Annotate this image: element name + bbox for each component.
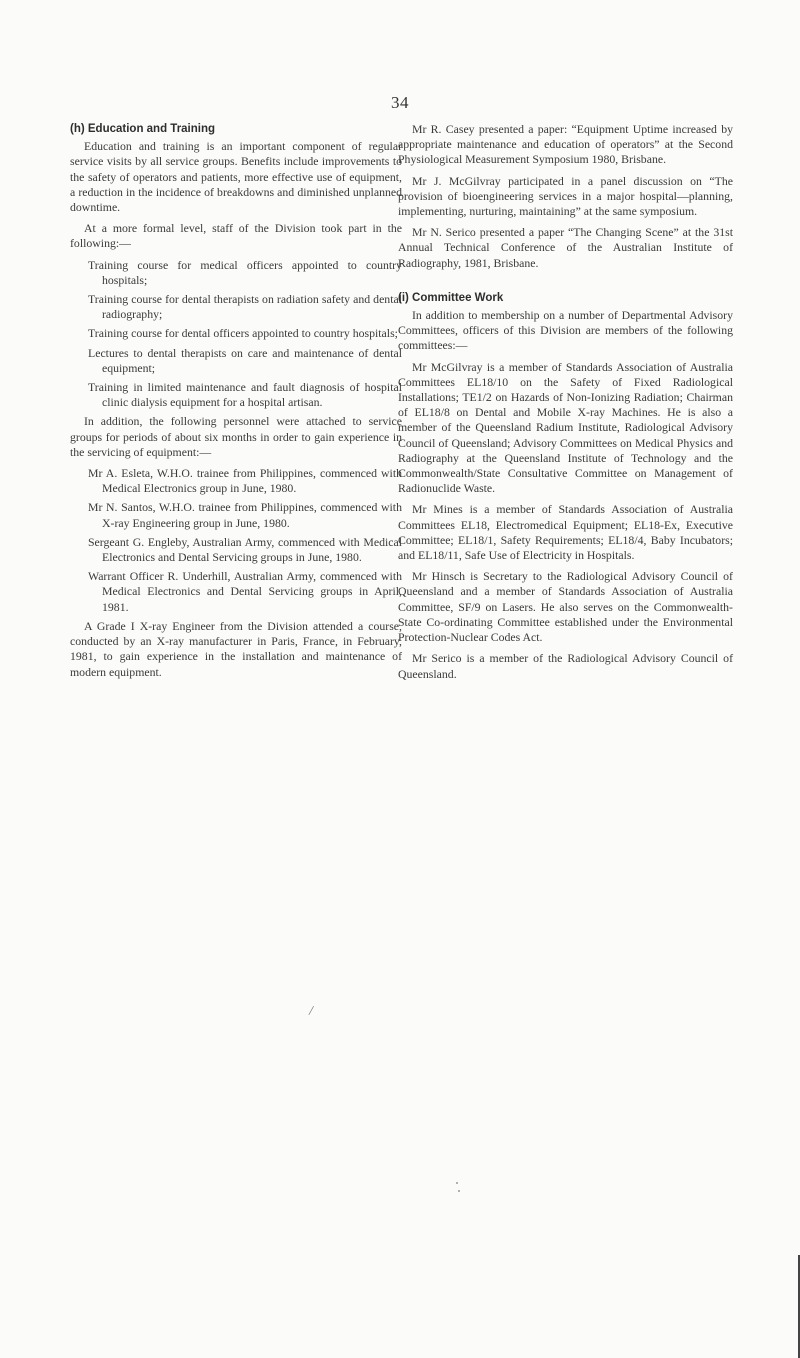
page-number: 34 (391, 93, 409, 112)
paragraph: Mr Hinsch is Secretary to the Radiological Advisory Council of Queensland and a member of Standards Association of Australia Committee, SF/9 on Lasers. He also serves on the Commonwealth-State Co-ordinating Committee established under the Environmental Protection-Nuclear Codes Act. (398, 569, 733, 645)
paragraph: At a more formal level, staff of the Division took part in the following:— (70, 221, 402, 251)
paragraph: In addition, the following personnel were attached to service groups for periods of about six months in order to gain experience in the servicing of equipment:— (70, 414, 402, 459)
list-item-personnel: Mr A. Esleta, W.H.O. trainee from Philippines, commenced with Medical Electronics group in June, 1980. (88, 466, 402, 496)
scan-speck (458, 1190, 460, 1192)
list-item-course: Training course for dental officers appointed to country hospitals; (88, 326, 398, 341)
paragraph: Mr R. Casey presented a paper: “Equipment Uptime increased by appropriate maintenance and education of operators” at the Second Physiological Measurement Symposium 1980, Brisbane. (398, 122, 733, 167)
list-item-course: Training course for medical officers appointed to country hospitals; (88, 257, 402, 287)
paragraph: A Grade I X-ray Engineer from the Division attended a course, conducted by an X-ray manufacturer in Paris, France, in February, 1981, to gain experience in the installation and maintenance of modern equipment. (70, 618, 402, 679)
left-column (70, 122, 402, 686)
paragraph: Mr N. Serico presented a paper “The Changing Scene” at the 31st Annual Technical Conference of the Australian Institute of Radiography, 1981, Brisbane. (398, 225, 733, 270)
paragraph: Mr Mines is a member of Standards Association of Australia Committees EL18, Electromedical Equipment; EL18-Ex, Executive Committee; EL18/1, Safety Requirements; EL18/4, Baby Incubators; and EL18/11, Safe Use of Electricity in Hospitals. (398, 502, 733, 563)
spacer (398, 277, 733, 291)
paragraph: Mr McGilvray is a member of Standards Association of Australia Committees EL18/10 on the Safety of Fixed Radiological Installations; TE1/2 on Hazards of Non-Ionizing Radiation; Chairman of EL18/8 on Dental and Mobile X-ray Machines. He is also a member of the Queensland Radium Institute, Radiological Advisory Council of Queensland; Advisory Committees on Medical Physics and Radiography at the Queensland Institute of Technology and the Commonwealth/State Consultative Committee on Management of Radionuclide Waste. (398, 359, 733, 496)
paragraph: Education and training is an important component of regular service visits by all service groups. Benefits include improvements to the safety of operators and patients, more effective use of equipment, a reduction in the incidence of breakdowns and diminished unplanned downtime. (70, 139, 402, 215)
list-item-course: Training in limited maintenance and fault diagnosis of hospital clinic dialysis equipment for a hospital artisan. (88, 380, 402, 410)
stray-pen-mark: / (307, 1003, 315, 1020)
list-item-course: Training course for dental therapists on radiation safety and dental radiography; (88, 292, 402, 322)
right-column (398, 122, 733, 688)
list-item-personnel: Warrant Officer R. Underhill, Australian Army, commenced with Medical Electronics and Dental Servicing groups in April, 1981. (88, 569, 402, 614)
section-heading-education: (h) Education and Training (70, 123, 216, 135)
list-item-personnel: Mr N. Santos, W.H.O. trainee from Philippines, commenced with X-ray Engineering group in June, 1980. (88, 500, 402, 530)
paragraph: In addition to membership on a number of Departmental Advisory Committees, officers of this Division are members of the following committees:— (398, 308, 733, 353)
list-item-course: Lectures to dental therapists on care and maintenance of dental equipment; (88, 345, 402, 375)
section-heading-committee: (i) Committee Work (398, 291, 504, 304)
scan-speck (456, 1182, 458, 1184)
paragraph: Mr J. McGilvray participated in a panel discussion on “The provision of bioengineering services in a major hospital—planning, implementing, nurturing, maintaining” at the same symposium. (398, 173, 733, 219)
list-item-personnel: Sergeant G. Engleby, Australian Army, commenced with Medical Electronics and Dental Servicing groups in June, 1980. (88, 534, 402, 565)
paragraph: Mr Serico is a member of the Radiological Advisory Council of Queensland. (398, 651, 733, 681)
